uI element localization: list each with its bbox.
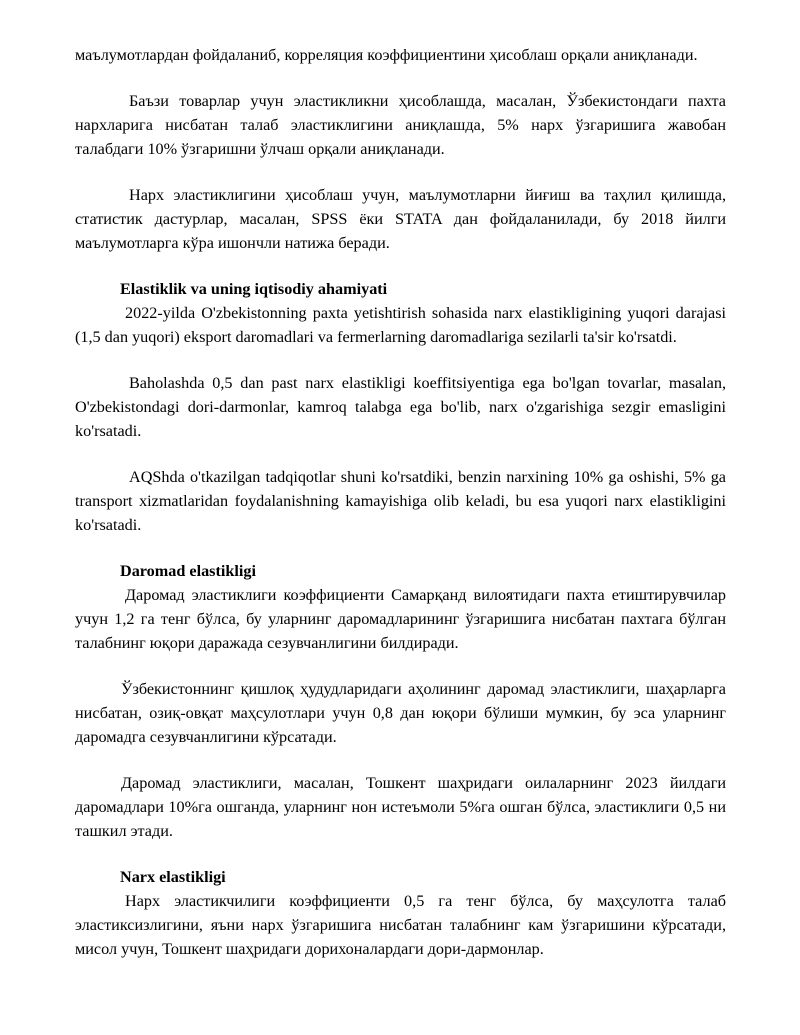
paragraph-price-inelastic: Нарх эластикчилиги коэффициенти 0,5 га тенг бўлса, бу маҳсулотга талаб эластиксизлигини, яъни нарх ўзгаришига нисбатан талабнинг кам ўзгаришини кўрсатади, мисол учун, Тошкент шаҳридаги дорихоналардаги дори-дармонлар. [75,892,726,958]
paragraph-continuation: маълумотлардан фойдаланиб, корреляция коэффициентини ҳисоблаш орқали аниқланади. [75,46,698,64]
paragraph-medicines-elasticity: Baholashda 0,5 dan past narx elastikligi koeffitsiyentiga ega bo'lgan tovarlar, masalan, O'zbekistondagi dori-darmonlar, kamroq talabga ega bo'lib, narx o'zgarishiga sezgir emasligini ko'rsatadi. [75,374,726,440]
section-heading-elasticity-significance: Elastiklik va uning iqtisodiy ahamiyati [120,280,388,298]
paragraph-rural-income: Ўзбекистоннинг қишлоқ ҳудудларидаги аҳолининг даромад эластиклиги, шаҳарларга нисбатан, озиқ-овқат маҳсулотлари учун 0,8 дан юқори бўлиши мумкин, бу эса уларнинг даромадга сезувчанлигини кўрсатади. [75,680,726,746]
paragraph-usa-gasoline: AQShda o'tkazilgan tadqiqotlar shuni ko'rsatdiki, benzin narxining 10% ga oshishi, 5% ga transport xizmatlaridan foydalanishning kamayishiga olib keladi, bu esa yuqori narx elastikligini ko'rsatadi. [75,468,726,534]
section-heading-price-elasticity: Narx elastikligi [120,868,226,886]
paragraph-tashkent-bread: Даромад эластиклиги, масалан, Тошкент шаҳридаги оилаларнинг 2023 йилдаги даромадлари 10%га ошганда, уларнинг нон истеъмоли 5%га ошган бўлса, эластиклиги 0,5 ни ташкил этади. [75,774,726,840]
paragraph-statistical-software: Нарх эластиклигини ҳисоблаш учун, маълумотларни йиғиш ва таҳлил қилишда, статистик дастурлар, масалан, SPSS ёки STATA дан фойдаланилади, бу 2018 йилги маълумотларга кўра ишончли натижа беради. [75,186,726,252]
section-heading-income-elasticity: Daromad elastikligi [120,562,256,580]
paragraph-cotton-export: 2022-yilda O'zbekistonning paxta yetishtirish sohasida narx elastikligining yuqori darajasi (1,5 dan yuqori) eksport daromadlari va fermerlarning daromadlariga sezilarli ta'sir ko'rsatdi. [75,304,726,346]
paragraph-cotton-elasticity: Баъзи товарлар учун эластикликни ҳисоблашда, масалан, Ўзбекистондаги пахта нархларига нисбатан талаб эластиклигини аниқлашда, 5% нарх ўзгаришига жавобан талабдаги 10% ўзгаришни ўлчаш орқали аниқланади. [75,92,726,158]
document-page [75,43,726,961]
paragraph-samarkand-income: Даромад эластиклиги коэффициенти Самарқанд вилоятидаги пахта етиштирувчилар учун 1,2 га тенг бўлса, бу уларнинг даромадларининг ўзгаришига нисбатан пахтага бўлган талабнинг юқори даражада сезувчанлигини билдиради. [75,586,726,652]
